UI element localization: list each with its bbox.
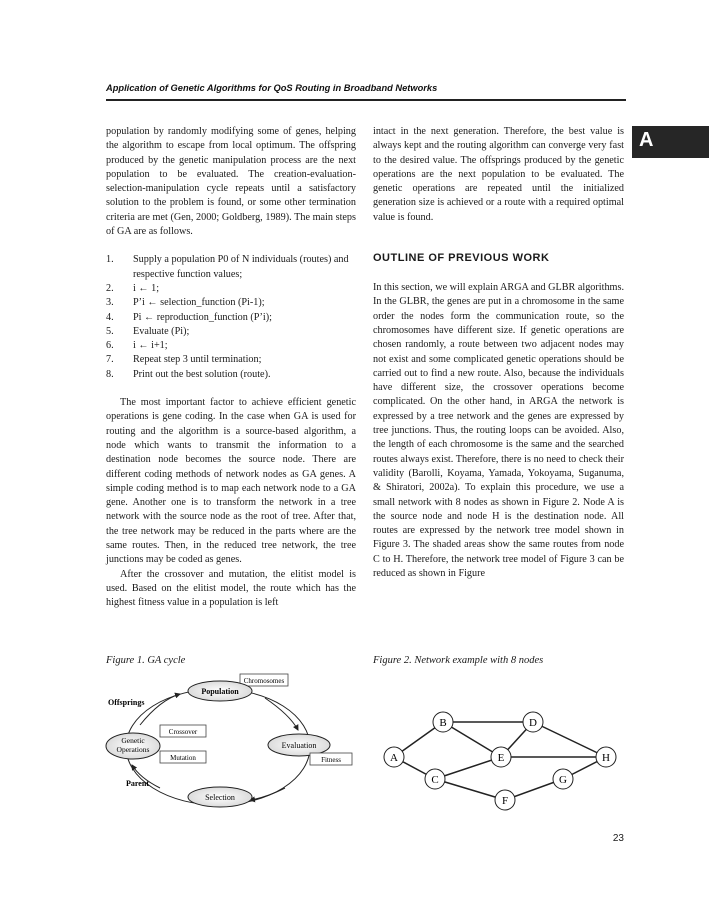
right-para-1: intact in the next generation. Therefore, the best value is always kept and the routing algorithm can converge very fast to the desired value. The offsprings produced by the genetic operations are the next population to be evaluated. The genetic operations are repeated until the initialized generation size is achieved or a route with a required optimal value is found. xyxy=(373,126,624,223)
mutation-label: Mutation xyxy=(170,754,196,762)
list-item xyxy=(106,368,356,382)
header-rule xyxy=(106,99,626,101)
step-text: P’i ← selection_function (Pi-1); xyxy=(133,297,265,309)
figure-2-network xyxy=(370,700,630,815)
operations-label: Operations xyxy=(116,745,150,754)
node-a-label: A xyxy=(390,752,398,764)
selection-label: Selection xyxy=(205,793,235,802)
running-title: Application of Genetic Algorithms for QoS Routing in Broadband Networks xyxy=(106,83,438,93)
edge-c-f xyxy=(435,779,505,800)
node-d-label: D xyxy=(529,717,537,729)
step-text: Evaluate (Pi); xyxy=(133,325,190,337)
step-number: 8. xyxy=(106,368,114,380)
fitness-label: Fitness xyxy=(321,756,341,764)
left-column xyxy=(106,125,356,611)
step-number: 2. xyxy=(106,282,114,294)
crossover-label: Crossover xyxy=(168,728,198,736)
step-number: 3. xyxy=(106,297,114,309)
left-para-1: population by randomly modifying some of genes, helping the algorithm to escape from local optimum. The offspring produced by the genetic manipulation process are the next population to be evaluated. The creation-evaluation-selection-manipulation cycle repeats until a satisfactory solution to the problem is found, or some other termination criteria are met (Gen, 2000; Goldberg, 1989). The main steps of GA are as follows. xyxy=(106,126,356,238)
step-number: 6. xyxy=(106,340,114,352)
step-number: 5. xyxy=(106,325,114,337)
step-text: i ← 1; xyxy=(133,282,160,294)
node-c-label: C xyxy=(431,774,439,786)
edge-d-h xyxy=(533,722,606,757)
arrow-icon xyxy=(140,694,180,725)
step-text: Pi ← reproduction_function (P’i); xyxy=(133,311,272,323)
figure-1-caption: Figure 1. GA cycle xyxy=(106,655,186,666)
left-para-3: After the crossover and mutation, the elitist model is used. Based on the elitist model, the route which has the highest fitness value in a population is left xyxy=(106,568,356,609)
section-tab xyxy=(632,126,709,158)
step-text: i ← i+1; xyxy=(133,340,168,352)
right-column xyxy=(373,125,624,581)
step-number: 1. xyxy=(106,254,114,266)
step-number: 4. xyxy=(106,311,114,323)
step-number: 7. xyxy=(106,354,114,366)
figure-1-ga-cycle xyxy=(100,670,360,820)
node-e-label: E xyxy=(497,752,505,764)
left-para-2: The most important factor to achieve efficient genetic operations is gene coding. In the case when GA is used for routing and the algorithm is a source-based algorithm, a node which wants to transmit the information to a destination node becomes the source node. There are different coding methods of network nodes as GA genes. A simple coding method is to map each network node to a GA gene. Another one is to transform the network in a tree network with the source node as the root of tree. After that, the tree network may be reduced in the parts where are the same routes. Then, in the reduced tree network, the tree junctions may be coded as genes. xyxy=(106,397,356,566)
list-item xyxy=(106,339,356,353)
section-tab-letter: A xyxy=(639,129,654,151)
step-text: Print out the best solution (route). xyxy=(133,368,271,380)
node-g-label: G xyxy=(559,774,567,786)
offsprings-label: Offsprings xyxy=(108,698,145,707)
step-text: Repeat step 3 until termination; xyxy=(133,354,262,366)
node-b-label: B xyxy=(439,717,447,729)
step-text: Supply a population P0 of N individuals (routes) and respective function values; xyxy=(133,254,349,280)
list-item xyxy=(106,325,356,339)
parent-label: Parent xyxy=(126,779,149,788)
right-para-2: In this section, we will explain ARGA and GLBR algorithms. In the GLBR, the genes are put in a chromosome in the same order the nodes form the communication route, so the chromosomes have different size. If genetic operations are chosen randomly, a route between two adjacent nodes may not exist and some complicated genetic operations should be carried out to find a new route. Also, because the individuals have different size, the crossover operations become complicated. On the other hand, in ARGA the network is expressed by a tree network and the genes are expressed by tree junctions. Thus, the routing loops can be avoided. Also, the length of each chromosome is the same and the searched routes always exist. Therefore, there is no need to check their validity (Barolli, Koyama, Yamada, Yokoyama, Suganuma, & Shiratori, 2002a). To explain this procedure, we use a small network with 8 nodes as shown in Figure 2. Node A is the source node and node H is the destination node. All routes are expressed by the network tree model shown in Figure 3. The shaded areas show the same routes from node C to H. Therefore, the network tree model of Figure 3 can be reduced as shown in Figure xyxy=(373,282,624,580)
section-heading: OUTLINE OF PREVIOUS WORK xyxy=(373,252,550,265)
population-label: Population xyxy=(201,687,239,696)
list-item xyxy=(106,282,356,296)
node-f-label: F xyxy=(501,795,509,807)
page-number: 23 xyxy=(612,833,624,844)
evaluation-label: Evaluation xyxy=(281,741,317,750)
list-item xyxy=(106,311,356,325)
ga-steps-list xyxy=(106,253,356,382)
genetic-label: Genetic xyxy=(121,736,145,745)
chromosomes-label: Chromosomes xyxy=(243,677,285,685)
list-item xyxy=(106,296,356,310)
node-h-label: H xyxy=(602,752,610,764)
list-item xyxy=(106,353,356,367)
figure-2-caption: Figure 2. Network example with 8 nodes xyxy=(373,655,544,666)
list-item xyxy=(106,253,356,282)
